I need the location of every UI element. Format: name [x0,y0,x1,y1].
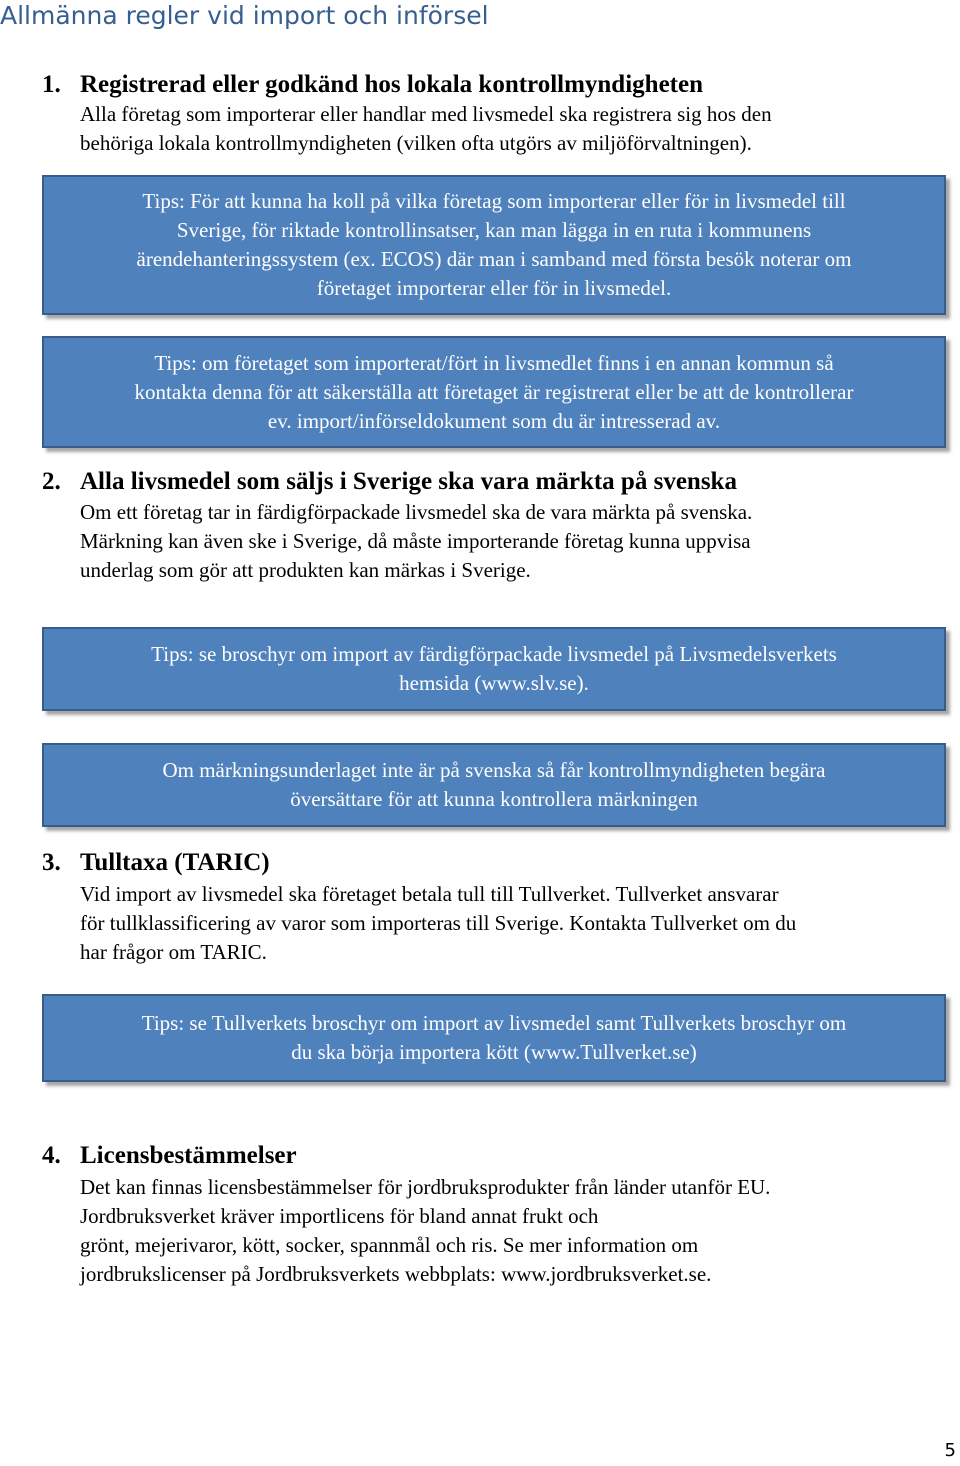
tip-line: Tips: om företaget som importerat/fört in livsmedlet finns i en annan kommun så [154,350,834,375]
tip-box-slv-brochure [42,627,946,711]
body-line: har frågor om TARIC. [80,940,267,964]
section-body [80,880,796,967]
body-line: Det kan finnas licensbestämmelser för jordbruksprodukter från länder utanför EU. [80,1175,771,1199]
tip-line: Tips: se broschyr om import av färdigförpackade livsmedel på Livsmedelsverkets [151,642,837,666]
body-line: Om ett företag tar in färdigförpackade livsmedel ska de vara märkta på svenska. [80,500,753,524]
tip-line: ärendehanteringssystem (ex. ECOS) där man i samband med första besök noterar om [136,247,852,271]
section-title: Tulltaxa (TARIC) [80,849,270,876]
body-line: för tullklassificering av varor som importeras till Sverige. Kontakta Tullverket om du [80,911,797,935]
tip-line: kontakta denna för att säkerställa att företaget är registrerat eller be att de kontrollerar [134,379,854,404]
body-line: behöriga lokala kontrollmyndigheten (vilken ofta utgörs av miljöförvaltningen). [80,131,752,155]
page-number: 5 [944,1440,956,1461]
section-title: Licensbestämmelser [80,1142,297,1169]
section-body [80,1173,770,1289]
tip-line: översättare för att kunna kontrollera märkningen [290,787,698,811]
section-number: 4. [42,1142,61,1169]
tip-box-other-municipality [42,336,946,448]
page-title: Allmänna regler vid import och införsel [0,1,489,30]
section-number: 2. [42,468,61,495]
body-line: underlag som gör att produkten kan märkas i Sverige. [80,558,531,582]
tip-line: företaget importerar eller för in livsmedel. [316,276,672,300]
section-body [80,498,752,585]
body-line: Vid import av livsmedel ska företaget betala tull till Tullverket. Tullverket ansvarar [80,882,779,906]
tip-line: hemsida (www.slv.se). [399,671,589,695]
body-line: Jordbruksverket kräver importlicens för bland annat frukt och [80,1204,599,1228]
tip-box-ecos [42,175,946,315]
body-line: Märkning kan även ske i Sverige, då måste importerande företag kunna uppvisa [80,529,751,553]
tip-line: Tips: se Tullverkets broschyr om import av livsmedel samt Tullverkets broschyr om [141,1011,847,1035]
tip-line: du ska börja importera kött (www.Tullverket.se) [291,1040,697,1064]
tip-line: ev. import/införseldokument som du är intresserad av. [267,408,721,433]
section-number: 1. [42,71,61,98]
body-line: Alla företag som importerar eller handlar med livsmedel ska registrera sig hos den [80,102,772,126]
tip-line: Om märkningsunderlaget inte är på svenska så får kontrollmyndigheten begära [162,758,826,782]
tip-box-tullverket [42,994,946,1082]
tip-line: Sverige, för riktade kontrollinsatser, kan man lägga in en ruta i kommunens [176,218,812,242]
tip-box-translation [42,743,946,827]
tip-line: Tips: För att kunna ha koll på vilka företag som importerar eller för in livsmedel till [142,189,846,213]
section-number: 3. [42,849,61,876]
section-body [80,100,772,158]
section-title: Registrerad eller godkänd hos lokala kontrollmyndigheten [80,71,703,98]
body-line: jordbrukslicenser på Jordbruksverkets webbplats: www.jordbruksverket.se. [80,1262,712,1286]
body-line: grönt, mejerivaror, kött, socker, spannmål och ris. Se mer information om [80,1233,699,1257]
section-title: Alla livsmedel som säljs i Sverige ska vara märkta på svenska [80,468,737,495]
